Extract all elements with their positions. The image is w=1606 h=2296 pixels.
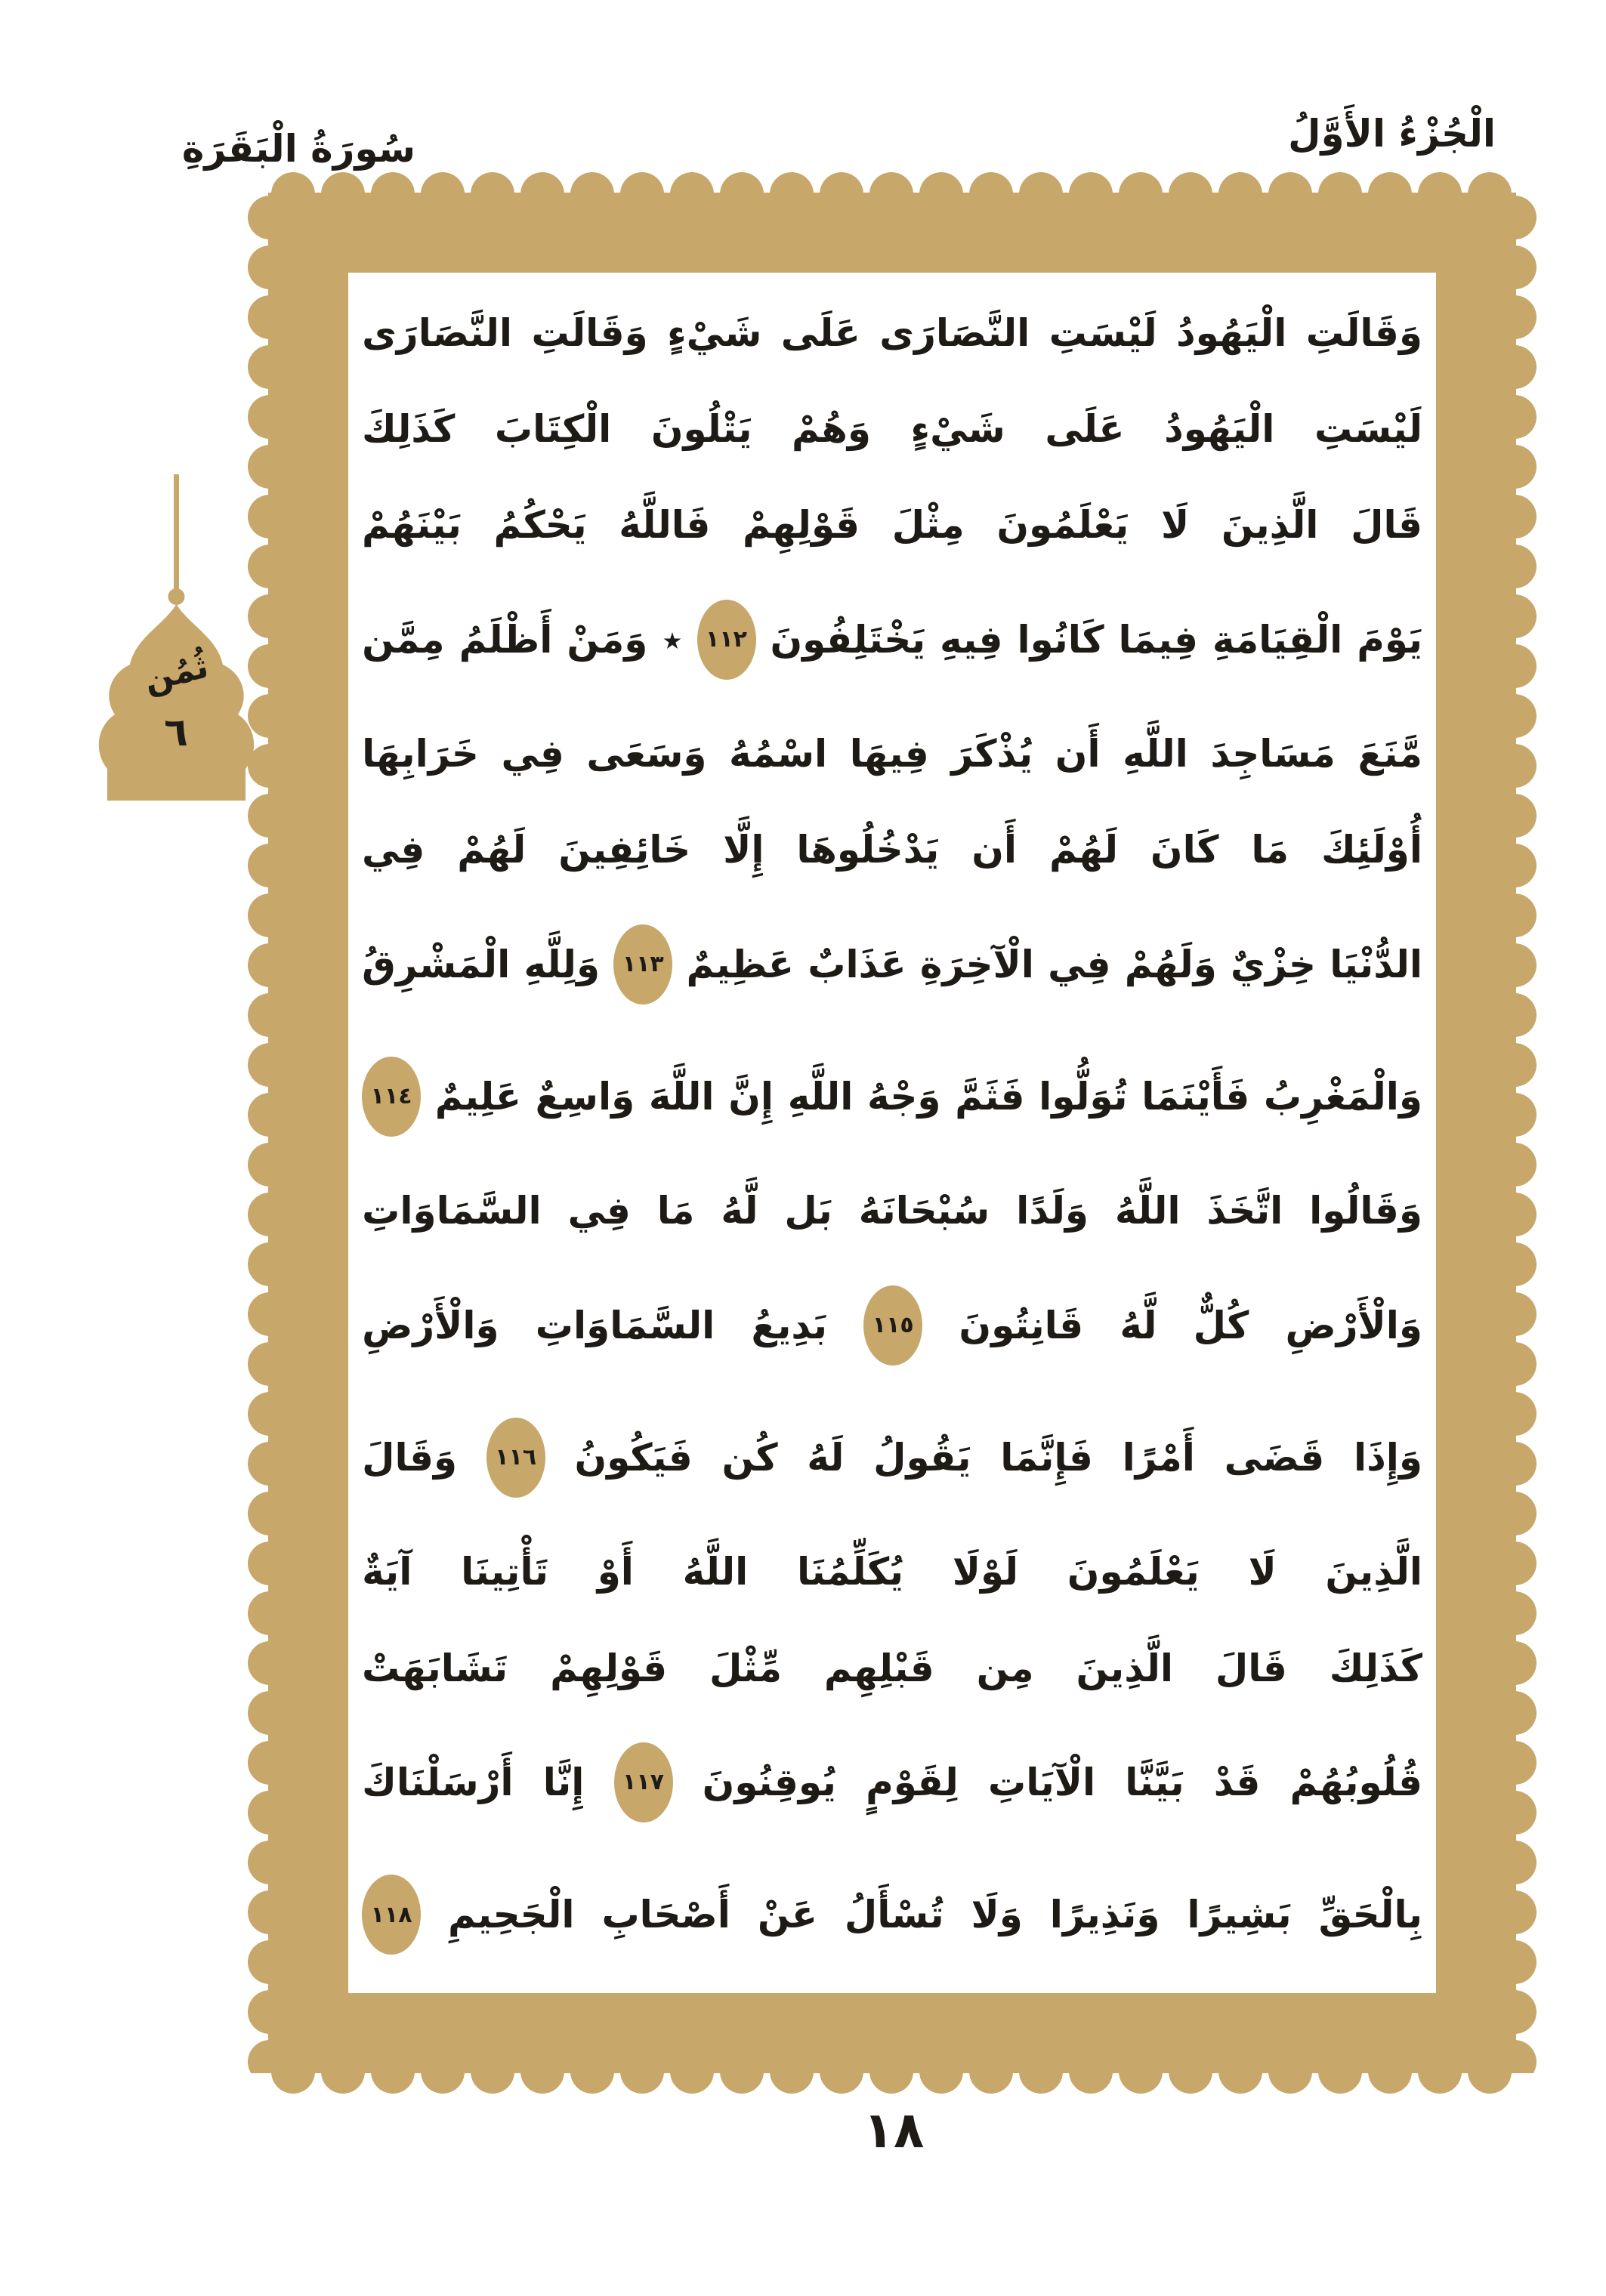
word: قَوْلِهِمْ	[742, 503, 860, 548]
word: كُن	[721, 1435, 778, 1480]
word: مَسَاجِدَ	[1210, 731, 1336, 776]
word: فِي	[501, 731, 564, 776]
word: الَّذِينَ	[1221, 503, 1319, 548]
word: وَالْمَغْرِبُ	[1263, 1074, 1422, 1119]
quran-text-area	[350, 274, 1435, 1992]
word: بَيْنَهُمْ	[362, 503, 462, 548]
word: وَقَالُوا	[1309, 1189, 1422, 1233]
quran-line-8	[362, 1057, 1422, 1137]
word: يُكَلِّمُنَا	[797, 1550, 903, 1594]
frame-scallop-bottom	[268, 2072, 1516, 2094]
word: وَالْأَرْضِ	[362, 1303, 499, 1347]
quran-line-4	[362, 600, 1422, 680]
quran-line-10	[362, 1285, 1422, 1366]
word: لَوْلَا	[952, 1550, 1019, 1594]
word: فِيهَا	[849, 731, 929, 776]
word: قَضَى	[1224, 1435, 1325, 1480]
surah-header: سُورَةُ الْبَقَرَةِ	[181, 127, 415, 171]
word: فَيَكُونُ	[574, 1435, 693, 1480]
word: الْمَشْرِقُ	[362, 942, 511, 986]
word: فِي	[567, 1189, 631, 1233]
word: فِيمَا	[1118, 617, 1198, 662]
word: السَّمَاوَاتِ	[362, 1189, 542, 1233]
word: عَلَى	[1045, 406, 1125, 451]
word: كُلٌّ	[1193, 1303, 1249, 1347]
word: وَمَنْ	[567, 617, 648, 662]
quran-line-6	[362, 828, 1422, 872]
word: لَيْسَتِ	[1049, 310, 1157, 355]
word: سُبْحَانَهُ	[858, 1189, 990, 1233]
word: بَشِيرًا	[1187, 1893, 1292, 1937]
word: وَلِلَّهِ	[523, 942, 601, 986]
word: النَّصَارَى	[362, 310, 513, 355]
rub-number: ٦	[164, 710, 188, 755]
word: لَّهُ	[721, 1189, 758, 1233]
word: اللَّهِ	[1123, 731, 1188, 776]
word: فِي	[362, 828, 425, 872]
word: تُوَلُّوا	[1039, 1074, 1128, 1119]
word: خَائِفِينَ	[558, 828, 691, 872]
rub-label: ثُمُن	[140, 647, 212, 700]
word: اتَّخَذَ	[1206, 1189, 1283, 1233]
word: تَشَابَهَتْ	[362, 1646, 508, 1690]
word: قَالَ	[1215, 1646, 1287, 1690]
quran-line-3	[362, 503, 1422, 547]
word: مَّنَعَ	[1357, 731, 1422, 776]
page-number: ١٨	[863, 2101, 925, 2159]
quran-line-5	[362, 732, 1422, 776]
word: الْكِتَابَ	[494, 406, 612, 451]
quran-line-12	[362, 1550, 1422, 1594]
aya-end-marker: ١١٧	[614, 1742, 673, 1822]
word: عَلِيمٌ	[434, 1074, 521, 1119]
word: مَا	[1251, 828, 1289, 872]
word: الْيَهُودُ	[1176, 310, 1287, 355]
aya-end-marker: ١١٣	[613, 924, 672, 1004]
word: وَقَالَتِ	[531, 310, 648, 355]
word: لَيْسَتِ	[1314, 406, 1422, 451]
word: قَبْلِهِم	[823, 1646, 934, 1690]
word: اللَّهِ	[787, 1074, 854, 1119]
word: قَانِتُونَ	[959, 1303, 1084, 1347]
word: شَيْءٍ	[667, 310, 762, 355]
frame-scallop-top	[268, 171, 1516, 194]
word: لَا	[1160, 503, 1190, 548]
word: يُوقِنُونَ	[702, 1760, 836, 1804]
word: إِلَّا	[723, 828, 764, 872]
word: أَصْحَابِ	[601, 1893, 730, 1937]
word: وَنَذِيرًا	[1049, 1893, 1160, 1937]
word: لَّهُ	[1120, 1303, 1157, 1347]
word: خَرَابِهَا	[362, 731, 479, 776]
word: الْجَحِيمِ	[447, 1893, 575, 1937]
word: الْآخِرَةِ	[919, 942, 1034, 986]
word: مَا	[656, 1189, 695, 1233]
word: بَل	[784, 1189, 832, 1233]
quran-line-2	[362, 407, 1422, 451]
word: الْقِيَامَةِ	[1212, 617, 1343, 662]
word: لَهُمْ	[457, 828, 527, 872]
aya-end-marker: ١١٤	[362, 1057, 421, 1137]
word: قَالَ	[1351, 503, 1422, 548]
word: فَاللَّهُ	[619, 503, 711, 548]
word: يَقُولُ	[873, 1435, 971, 1480]
word: إِنَّا	[542, 1760, 585, 1804]
word: بِالْحَقِّ	[1318, 1893, 1422, 1937]
word: أَمْرًا	[1122, 1435, 1195, 1480]
word: فَأَيْنَمَا	[1141, 1074, 1250, 1119]
word: يُذْكَرَ	[951, 731, 1033, 776]
word: وَاسِعٌ	[535, 1074, 635, 1119]
word: يَدْخُلُوهَا	[796, 828, 940, 872]
word: مِمَّن	[362, 617, 445, 662]
word: كَذَلِكَ	[1329, 1646, 1422, 1690]
word: وَالْأَرْضِ	[1285, 1303, 1422, 1347]
word: الْيَهُودُ	[1164, 406, 1275, 451]
word: الَّذِينَ	[1325, 1550, 1422, 1594]
quran-line-7	[362, 924, 1422, 1004]
word: لَهُمْ	[1049, 828, 1118, 872]
word: قَوْلِهِمْ	[550, 1646, 668, 1690]
word: عَذَابٌ	[808, 942, 906, 986]
word: يَحْكُمُ	[493, 503, 587, 548]
word: شَيْءٍ	[910, 406, 1005, 451]
word: اللَّهُ	[682, 1550, 749, 1594]
word: كَانُوا	[1017, 617, 1104, 662]
word: اللَّهَ	[648, 1074, 715, 1119]
word: كَذَلِكَ	[362, 406, 456, 451]
word: إِنَّ	[728, 1074, 774, 1119]
word: الَّذِينَ	[1076, 1646, 1174, 1690]
word: أَن	[971, 828, 1018, 872]
word: اسْمُهُ	[729, 731, 828, 776]
quran-line-13	[362, 1646, 1422, 1690]
word: فَثَمَّ	[955, 1074, 1025, 1119]
word: اللَّهُ	[1114, 1189, 1181, 1233]
word: وَقَالَ	[362, 1435, 458, 1480]
word: الْآيَاتِ	[987, 1760, 1096, 1804]
word: وَجْهُ	[867, 1074, 941, 1119]
word: يَعْلَمُونَ	[996, 503, 1129, 548]
aya-end-marker: ١١٥	[863, 1285, 922, 1366]
aya-end-marker: ١١٢	[697, 600, 756, 680]
word: النَّصَارَى	[879, 310, 1030, 355]
word: قَدْ	[1213, 1760, 1261, 1804]
word: وَلَهُمْ	[1124, 942, 1217, 986]
juz-header: الْجُزْءُ الأَوَّلُ	[1288, 112, 1496, 156]
word: وَهُمْ	[792, 406, 871, 451]
quran-line-15	[362, 1875, 1422, 1955]
word: لَا	[1248, 1550, 1277, 1594]
quran-line-14	[362, 1742, 1422, 1822]
word: بَيَّنَّا	[1125, 1760, 1184, 1804]
word: أَن	[1055, 731, 1101, 776]
word: أَوْ	[597, 1550, 634, 1594]
word: عَنْ	[757, 1893, 817, 1937]
quran-line-9	[362, 1189, 1422, 1233]
word: تَأْتِينَا	[461, 1550, 548, 1594]
word: أَرْسَلْنَاكَ	[362, 1760, 514, 1804]
word: عَلَى	[780, 310, 860, 355]
quran-line-11	[362, 1418, 1422, 1498]
word: لَهُ	[807, 1435, 845, 1480]
word: مِثْلَ	[891, 503, 965, 548]
word: فِي	[1048, 942, 1111, 986]
word: وَإِذَا	[1353, 1435, 1422, 1480]
rub-division-marker	[89, 474, 263, 801]
word: يَتْلُونَ	[650, 406, 752, 451]
word: يَوْمَ	[1357, 617, 1422, 662]
word: قُلُوبُهُمْ	[1289, 1760, 1422, 1804]
word: آيَةٌ	[362, 1550, 412, 1594]
word: وَلَدًا	[1016, 1189, 1089, 1233]
word: وَلَا	[971, 1893, 1023, 1937]
word: خِزْيٌ	[1231, 942, 1316, 986]
word: يَعْلَمُونَ	[1067, 1550, 1200, 1594]
word: مِّثْلَ	[709, 1646, 783, 1690]
word: أَظْلَمُ	[459, 617, 553, 662]
word: ٭	[662, 617, 683, 662]
word: الدُّنْيَا	[1330, 942, 1422, 986]
aya-end-marker: ١١٦	[486, 1418, 545, 1498]
word: فَإِنَّمَا	[1000, 1435, 1093, 1480]
word: وَقَالَتِ	[1305, 310, 1422, 355]
word: بَدِيعُ	[751, 1303, 828, 1347]
frame-scallop-right	[1515, 193, 1537, 2073]
word: وَسَعَى	[586, 731, 707, 776]
aya-end-marker: ١١٨	[362, 1875, 421, 1955]
word: أُوْلَئِكَ	[1321, 828, 1422, 872]
word: عَظِيمٌ	[686, 942, 794, 986]
word: مِن	[976, 1646, 1034, 1690]
word: لِقَوْمٍ	[866, 1760, 959, 1804]
word: تُسْأَلُ	[844, 1893, 944, 1937]
word: يَخْتَلِفُونَ	[770, 617, 926, 662]
word: فِيهِ	[940, 617, 1003, 662]
word: السَّمَاوَاتِ	[535, 1303, 715, 1347]
word: كَانَ	[1150, 828, 1219, 872]
quran-line-1	[362, 311, 1422, 355]
